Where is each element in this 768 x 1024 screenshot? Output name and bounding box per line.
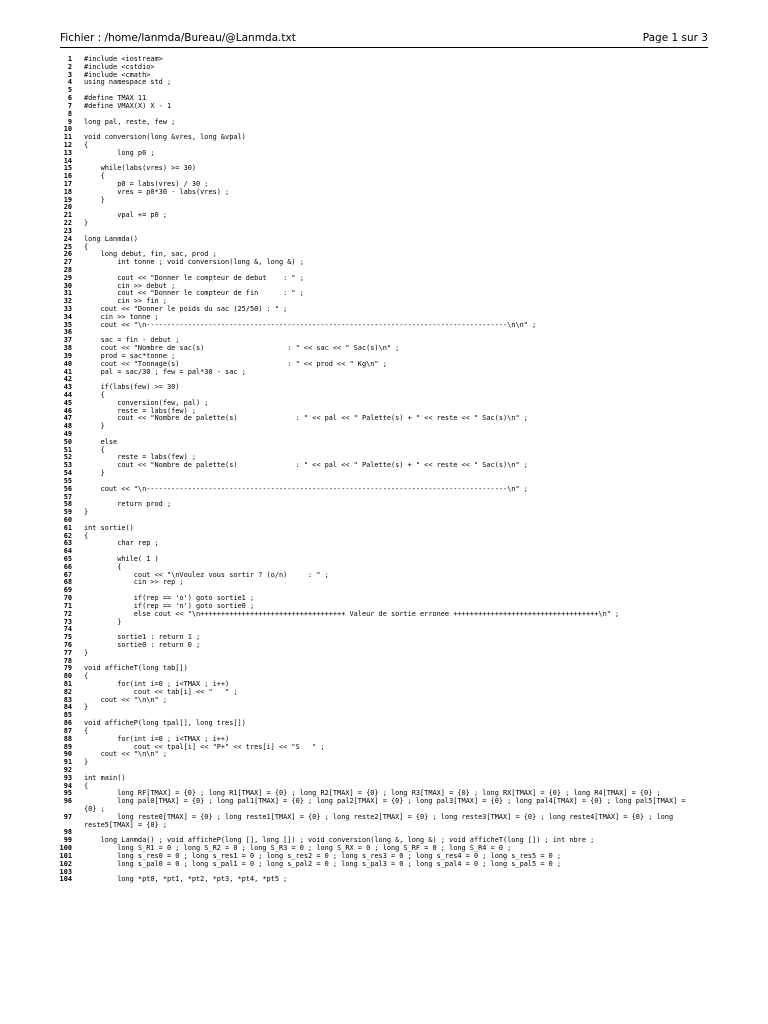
line-number: 65 [63, 555, 72, 563]
line-number: 8 [67, 109, 72, 118]
code-line [58, 775, 708, 783]
code-text: cin >> fin ; [84, 297, 167, 306]
line-number: 97 [63, 812, 72, 821]
code-line [58, 79, 708, 87]
code-text: long debut, fin, sac, prod ; [84, 250, 217, 259]
code-line [58, 142, 708, 150]
line-number: 103 [59, 867, 72, 876]
code-line [58, 423, 708, 431]
line-number: 50 [63, 437, 72, 446]
code-text: cout << "Donner le compteur de debut : " ; [84, 273, 304, 282]
code-text: using namespace std ; [84, 78, 172, 87]
code-line [58, 509, 708, 517]
code-text: } [84, 422, 105, 431]
line-number: 89 [63, 742, 72, 751]
code-text: long RF[TMAX] = {0} ; long R1[TMAX] = {0} ; long R2[TMAX] = {0} ; long R3[TMAX] = {0} ; long RX[TMAX] = {0} ; long R4[TMAX] = {0} ; [84, 789, 661, 798]
code-text: long p0 ; [84, 148, 155, 157]
code-line [58, 579, 708, 587]
line-number: 26 [63, 250, 72, 259]
code-listing [58, 56, 708, 884]
line-number: 102 [59, 859, 72, 868]
code-line [58, 165, 708, 173]
page-header [60, 32, 708, 46]
line-number: 15 [63, 164, 72, 173]
line-number: 48 [63, 422, 72, 431]
code-line [58, 798, 708, 806]
code-line [58, 322, 708, 330]
line-number: 1 [67, 55, 72, 63]
code-line [58, 876, 708, 884]
code-text: } [84, 703, 89, 712]
line-number: 100 [59, 844, 72, 853]
code-line [58, 501, 708, 509]
line-number: 96 [63, 797, 72, 806]
code-text: pal = sac/30 ; few = pal*30 - sac ; [84, 367, 246, 376]
line-number: 91 [63, 758, 72, 767]
line-number: 13 [63, 148, 72, 157]
code-line [58, 619, 708, 627]
code-text: sac = fin - debut ; [84, 336, 180, 345]
line-number: 22 [63, 219, 72, 228]
code-text: { [84, 445, 105, 454]
code-line [58, 212, 708, 220]
line-number: 73 [63, 617, 72, 626]
code-text: #define TMAX 11 [84, 94, 147, 103]
code-text: cout << "\n---------------------------------------------------------------------------------------\n\n" ; [84, 320, 537, 329]
line-number: 29 [63, 273, 72, 282]
line-number: 72 [63, 609, 72, 618]
line-number: 69 [63, 586, 72, 595]
code-line [58, 822, 708, 830]
line-number: 46 [63, 406, 72, 415]
code-text: reste = labs(few) ; [84, 453, 197, 462]
line-number: 49 [63, 430, 72, 438]
line-number: 14 [63, 156, 72, 165]
code-line [58, 486, 708, 494]
code-text: #include <cmath> [84, 70, 151, 79]
line-number: 25 [63, 242, 72, 251]
line-number: 7 [67, 101, 72, 110]
line-number: 36 [63, 328, 72, 337]
code-line [58, 228, 708, 236]
line-number: 101 [59, 851, 72, 860]
line-number: 35 [63, 320, 72, 329]
line-number: 31 [63, 289, 72, 298]
code-line [58, 650, 708, 658]
line-number: 57 [63, 492, 72, 501]
line-number: 94 [63, 781, 72, 790]
code-text: } [84, 617, 122, 626]
code-line [58, 642, 708, 650]
code-text: reste5[TMAX] = {0} ; [84, 820, 167, 829]
code-text: long pal, reste, few ; [84, 117, 176, 126]
line-number: 76 [63, 640, 72, 649]
line-number: 84 [63, 703, 72, 712]
line-number: 40 [63, 359, 72, 368]
line-number: 6 [67, 94, 72, 103]
code-text: vpal += p0 ; [84, 211, 167, 220]
line-number: 45 [63, 398, 72, 407]
line-number: 19 [63, 195, 72, 204]
code-line [58, 861, 708, 869]
code-line [58, 56, 708, 64]
line-number: 39 [63, 351, 72, 360]
code-text: conversion(few, pal) ; [84, 398, 209, 407]
code-line [58, 103, 708, 111]
code-text: cout << tpal[i] << "P+" << tres[i] << "S " ; [84, 742, 325, 751]
code-text: void conversion(long &vres, long &vpal) [84, 133, 246, 142]
header-divider [60, 47, 708, 48]
code-text: while(labs(vres) >= 30) [84, 164, 197, 173]
code-line [58, 751, 708, 759]
line-number: 58 [63, 500, 72, 509]
code-line [58, 525, 708, 533]
code-text: cout << "\n\n" ; [84, 750, 167, 759]
line-number: 55 [63, 476, 72, 485]
code-line [58, 369, 708, 377]
line-number: 59 [63, 508, 72, 517]
code-line [58, 197, 708, 205]
line-number: 56 [63, 484, 72, 493]
code-text: } [84, 469, 105, 478]
code-line [58, 517, 708, 525]
line-number: 62 [63, 531, 72, 540]
line-number: 74 [63, 625, 72, 634]
line-number: 18 [63, 187, 72, 196]
code-text: cout << "Nombre de palette(s) : " << pal << " Palette(s) + " << reste << " Sac(s)\n" ; [84, 414, 528, 423]
line-number: 10 [63, 125, 72, 134]
line-number: 81 [63, 680, 72, 688]
line-number: 86 [63, 719, 72, 728]
line-number: 9 [67, 117, 72, 126]
code-line [58, 119, 708, 127]
code-text: char rep ; [84, 539, 159, 548]
line-number: 68 [63, 578, 72, 587]
code-line [58, 767, 708, 775]
file-path-label: Fichier : /home/lanmda/Bureau/@Lanmda.txt [60, 32, 296, 44]
code-text: p0 = labs(vres) / 30 ; [84, 180, 209, 188]
code-text: void afficheT(long tab[]) [84, 664, 188, 673]
line-number: 47 [63, 414, 72, 423]
line-number: 95 [63, 789, 72, 798]
line-number: 11 [63, 133, 72, 142]
line-number: 60 [63, 515, 72, 524]
code-text: cout << tab[i] << " " ; [84, 687, 238, 696]
code-text: if(labs(few) >= 30) [84, 383, 180, 392]
code-text: else [84, 437, 118, 446]
code-line [58, 236, 708, 244]
code-line [58, 150, 708, 158]
line-number: 61 [63, 523, 72, 532]
code-line [58, 415, 708, 423]
code-text: cin >> tonne ; [84, 312, 159, 321]
line-number: 80 [63, 672, 72, 681]
code-text: long reste0[TMAX] = {0} ; long reste1[TMAX] = {0} ; long reste2[TMAX] = {0} ; long reste3[TMAX] = {0} ; long reste4[TMAX] = {0} ; long [84, 812, 674, 821]
line-number: 70 [63, 594, 72, 603]
code-text: long *pt0, *pt1, *pt2, *pt3, *pt4, *pt5 ; [84, 875, 288, 884]
code-text: { [84, 726, 89, 735]
code-text: } [84, 219, 89, 228]
code-line [58, 259, 708, 267]
code-text: int tonne ; void conversion(long &, long &) ; [84, 258, 304, 267]
line-number: 17 [63, 180, 72, 188]
code-text: long pal0[TMAX] = {0} ; long pal1[TMAX] = {0} ; long pal2[TMAX] = {0} ; long pal3[TMAX] = {0} ; long pal4[TMAX] = {0} ; long pal5[TMAX] = [84, 797, 686, 806]
code-line [58, 720, 708, 728]
line-number: 71 [63, 601, 72, 610]
line-number: 99 [63, 836, 72, 845]
line-number: 12 [63, 140, 72, 149]
code-text: } [84, 648, 89, 657]
code-text: cout << "Donner le compteur de fin : " ; [84, 289, 304, 298]
line-number: 34 [63, 312, 72, 321]
code-text: reste = labs(few) ; [84, 406, 197, 415]
code-text: cout << "\n\n" ; [84, 695, 167, 704]
code-line [58, 462, 708, 470]
line-number: 90 [63, 750, 72, 759]
line-number: 37 [63, 336, 72, 345]
code-text: for(int i=0 ; i<TMAX ; i++) [84, 734, 230, 743]
line-number: 67 [63, 570, 72, 579]
code-text: cout << "Donner le poids du sac (25/50) : " ; [84, 305, 288, 313]
code-text: cout << "\n---------------------------------------------------------------------------------------\n" ; [84, 484, 528, 493]
line-number: 27 [63, 258, 72, 267]
line-number: 53 [63, 461, 72, 470]
code-text: int main() [84, 773, 126, 782]
code-text: #include <cstdio> [84, 62, 155, 71]
code-text: prod = sac*tonne ; [84, 351, 176, 360]
line-number: 54 [63, 469, 72, 478]
line-number: 104 [59, 875, 72, 884]
code-text: while( 1 ) [84, 555, 159, 563]
code-text: else cout << "\n+++++++++++++++++++++++++++++++++++ Valeur de sortie erronee +++++++++++++++++++++++++++++++++++\n" ; [84, 609, 620, 618]
line-number: 2 [67, 62, 72, 71]
code-text: sortie0 : return 0 ; [84, 640, 201, 649]
line-number: 77 [63, 648, 72, 657]
line-number: 85 [63, 711, 72, 720]
code-text: for(int i=0 ; i<TMAX ; i++) [84, 680, 230, 688]
code-line [58, 64, 708, 72]
line-number: 83 [63, 695, 72, 704]
line-number: 24 [63, 234, 72, 243]
line-number: 33 [63, 305, 72, 313]
line-number: 63 [63, 539, 72, 548]
code-text: if(rep == 'n') goto sortie0 ; [84, 601, 255, 610]
code-text: cin >> rep ; [84, 578, 184, 587]
code-text: { [84, 172, 105, 181]
code-text: } [84, 758, 89, 767]
code-line [58, 220, 708, 228]
code-line [58, 431, 708, 439]
code-text: cout << "\nVoulez vous sortir ? (o/n) : " ; [84, 570, 329, 579]
line-number: 41 [63, 367, 72, 376]
code-line [58, 611, 708, 619]
line-number: 38 [63, 344, 72, 353]
line-number: 52 [63, 453, 72, 462]
code-text: return prod ; [84, 500, 172, 509]
line-number: 98 [63, 828, 72, 837]
line-number: 5 [67, 86, 72, 95]
code-line [58, 556, 708, 564]
line-number: 93 [63, 773, 72, 782]
code-text: cout << "Tonnage(s) : " << prod << " Kg\n" ; [84, 359, 387, 368]
code-text: { [84, 140, 89, 149]
line-number: 87 [63, 726, 72, 735]
code-text: cout << "Nombre de sac(s) : " << sac << " Sac(s)\n" ; [84, 344, 400, 353]
code-text: {0} ; [84, 805, 105, 813]
line-number: 4 [67, 78, 72, 87]
code-text: { [84, 242, 89, 251]
code-text: } [84, 195, 105, 204]
line-number: 42 [63, 375, 72, 384]
line-number: 16 [63, 172, 72, 181]
code-line [58, 439, 708, 447]
line-number: 64 [63, 547, 72, 556]
code-text: { [84, 781, 89, 790]
code-text: sortie1 : return 1 ; [84, 633, 201, 642]
code-line [58, 697, 708, 705]
line-number: 3 [67, 70, 72, 79]
line-number: 79 [63, 664, 72, 673]
code-text: { [84, 531, 89, 540]
code-text: void afficheP(long tpal[], long tres[]) [84, 719, 246, 728]
line-number: 43 [63, 383, 72, 392]
code-text: long S_R1 = 0 ; long S_R2 = 0 ; long S_R3 = 0 ; long S_RX = 0 ; long S_RF = 0 ; long S_R4 = 0 ; [84, 844, 512, 853]
code-text: } [84, 508, 89, 517]
line-number: 78 [63, 656, 72, 665]
line-number: 88 [63, 734, 72, 743]
code-line [58, 470, 708, 478]
code-text: cin >> debut ; [84, 281, 176, 290]
line-number: 82 [63, 687, 72, 696]
code-text: { [84, 390, 105, 399]
code-text: { [84, 562, 122, 571]
code-text: cout << "Nombre de palette(s) : " << pal << " Palette(s) + " << reste << " Sac(s)\n" ; [84, 461, 528, 470]
code-text: #include <iostream> [84, 55, 163, 63]
code-text: long s_pal0 = 0 ; long s_pal1 = 0 ; long s_pal2 = 0 ; long s_pal3 = 0 ; long s_pal4 = 0 ; long s_pal5 = 0 ; [84, 859, 562, 868]
code-line [58, 665, 708, 673]
code-text: long Lanmda() ; void afficheP(long [], long []) ; void conversion(long &, long &) ; void afficheT(long []) ; int nbre ; [84, 836, 595, 845]
line-number: 20 [63, 203, 72, 212]
code-text: { [84, 672, 89, 681]
code-line [58, 134, 708, 142]
code-text: long Lanmda() [84, 234, 138, 243]
page-number-label: Page 1 sur 3 [642, 32, 708, 44]
line-number: 28 [63, 265, 72, 274]
code-line [58, 189, 708, 197]
code-line [58, 759, 708, 767]
code-line [58, 704, 708, 712]
code-text: long s_res0 = 0 ; long s_res1 = 0 ; long s_res2 = 0 ; long s_res3 = 0 ; long s_res4 = 0 ; long s_res5 = 0 ; [84, 851, 562, 860]
line-number: 51 [63, 445, 72, 454]
line-number: 32 [63, 297, 72, 306]
line-number: 92 [63, 765, 72, 774]
line-number: 66 [63, 562, 72, 571]
line-number: 23 [63, 226, 72, 235]
line-number: 75 [63, 633, 72, 642]
code-text: if(rep == 'o') goto sortie1 ; [84, 594, 255, 603]
line-number: 21 [63, 211, 72, 220]
code-line [58, 384, 708, 392]
code-text: vres = p0*30 - labs(vres) ; [84, 187, 230, 196]
code-line [58, 87, 708, 95]
line-number: 30 [63, 281, 72, 290]
line-number: 44 [63, 390, 72, 399]
code-text: int sortie() [84, 523, 134, 532]
code-text: #define VMAX(X) X - 1 [84, 101, 172, 110]
code-line [58, 540, 708, 548]
